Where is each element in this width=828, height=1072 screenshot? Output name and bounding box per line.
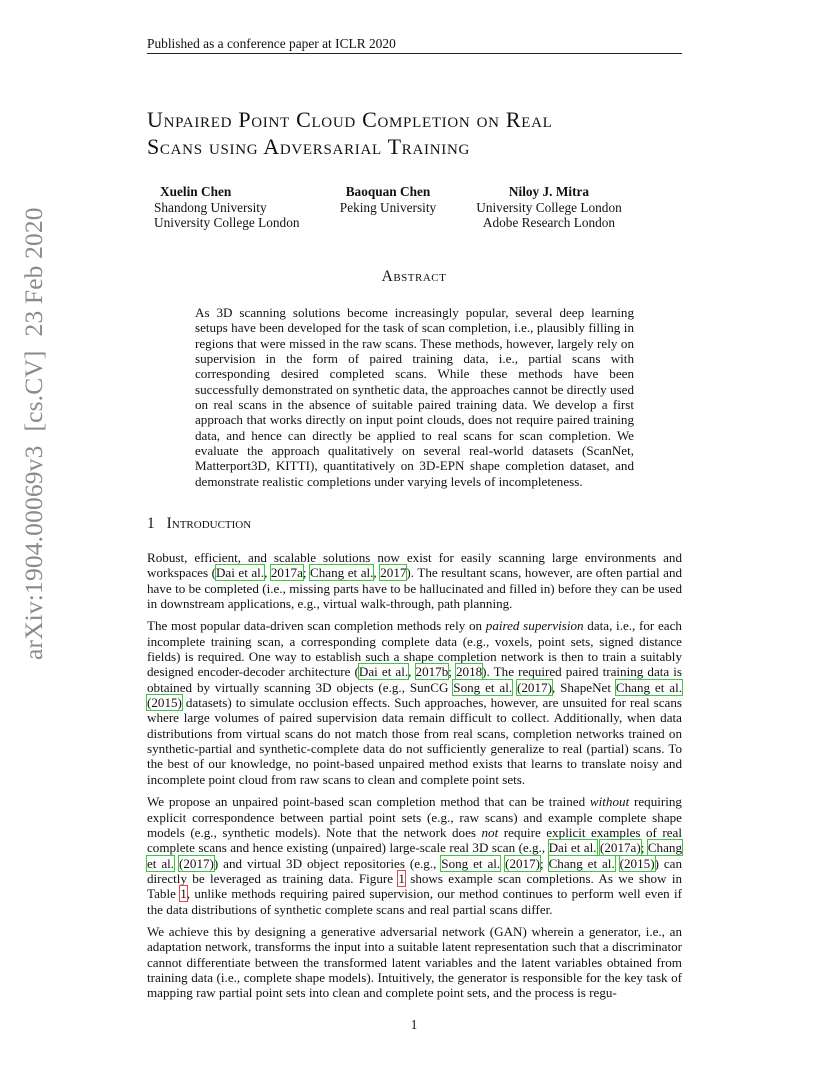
author-name: Baoquan Chen xyxy=(345,184,431,199)
section-number: 1 xyxy=(147,515,155,532)
author-block-2 xyxy=(339,184,437,215)
title-line-1: Unpaired Point Cloud Completion on Real xyxy=(147,107,553,132)
citation-link[interactable]: Chang et al. xyxy=(147,840,682,871)
text-run: , ShapeNet xyxy=(551,679,616,695)
author-affiliation: Shandong University xyxy=(154,199,267,215)
emphasis: not xyxy=(481,824,499,840)
text-run: The most popular data-driven scan completion methods rely on xyxy=(147,618,486,634)
abstract-heading: Abstract xyxy=(381,268,447,285)
citation-link[interactable]: (2017) xyxy=(178,855,214,871)
text-run: , unlike methods requiring paired supervision, our method continues to perform well even if the data distributions of synthetic complete scans and real partial scans differ. xyxy=(147,886,682,917)
text-run: ) and virtual 3D object repositories (e.g., xyxy=(213,855,442,871)
abstract-text: As 3D scanning solutions become increasingly popular, several deep learning setups have been developed for the task of scan completion, i.e., plausibly filling in regions that were missed in the raw scans. These methods, however, largely rely on supervision in the form of paired training data, i.e., partial scans with corresponding desired completed scans. While these methods have been successfully demonstrated on synthetic data, the approaches cannot be directly used on real scans in the absence of suitable paired training data. We develop a first approach that works directly on input point clouds, does not require paired training data, and hence can directly be applied to real scans for scan completion. We evaluate the approach qualitatively on several real-world datasets (ScanNet, Matterport3D, KITTI), quantitatively on 3D-EPN shape completion dataset, and demonstrate realistic completions under varying levels of incompleteness. xyxy=(195,305,634,489)
text-run: Robust, efficient, and scalable solutions now exist for easily scanning large environments and workspaces ( xyxy=(147,550,682,581)
citation-link[interactable]: 2017a xyxy=(270,565,303,581)
citation-link[interactable]: (2017) xyxy=(517,679,552,695)
paragraph-4: We achieve this by designing a generative adversarial network (GAN) wherein a generator, i.e., an adaptation network, transforms the input into a suitable latent representation such that a discriminator cannot differentiate between the transformed latent variables and the latent variables obtained from training data (i.e., complete shape models). Intuitively, the generator is responsible for the key task of mapping raw partial point sets into clean and complete point sets, and the process is regu- xyxy=(147,923,682,1001)
arxiv-category: [cs.CV] xyxy=(19,350,48,432)
text-run: ) can directly be leveraged as training data. Figure xyxy=(147,855,682,886)
citation-link[interactable]: (2015) xyxy=(147,695,182,711)
page-number: 1 xyxy=(410,1017,418,1032)
paragraph-1: Robust, efficient, and scalable solutions now exist for easily scanning large environments and workspaces (Dai et al., 2017a; Chang et al., 2017). The resultant scans, however, are often partial and have to be completed (i.e., missing parts have to be hallucinated and filled in) before they can be used in downstream applications, e.g., virtual walk-through, path planning. xyxy=(147,550,683,612)
paper-title xyxy=(147,106,687,160)
arxiv-id[interactable]: arXiv:1904.00069v3 xyxy=(19,445,48,660)
author-affiliation: University College London xyxy=(476,199,622,215)
citation-link[interactable]: (2017) xyxy=(505,855,541,871)
citation-link[interactable]: Dai et al. xyxy=(358,664,409,680)
arxiv-date: 23 Feb 2020 xyxy=(19,207,48,337)
citation-link[interactable]: 2018 xyxy=(455,664,483,680)
citation-link[interactable]: Chang et al. xyxy=(548,855,615,871)
author-name: Niloy J. Mitra xyxy=(508,184,590,199)
text-run: shows example scan completions. As we show in Table xyxy=(147,870,682,902)
citation-link[interactable]: (2015) xyxy=(619,855,655,871)
text-run: requiring explicit correspondence between partial point sets (e.g., raw scans) and example complete shape models (e.g., synthetic models). Note that the network does xyxy=(147,794,682,840)
arxiv-sidebar-stamp xyxy=(19,193,49,660)
header-rule xyxy=(147,53,682,54)
text-run: ). The required paired training data is obtained by virtually scanning 3D objects (e.g., SunCG xyxy=(147,664,683,695)
citation-link[interactable]: 2017 xyxy=(380,565,407,581)
paragraph-3: We propose an unpaired point-based scan completion method that can be trained without requiring explicit correspondence between partial point sets (e.g., raw scans) and example complete shape models (e.g., synthetic models). Note that the network does not require explicit examples of real complete scans and hence existing (unpaired) large-scale real 3D scan (e.g., Dai et al. (2017a); Chang et al. (2017)) and virtual 3D object repositories (e.g., Song et al. (2017); Chang et al. (2015)) can directly be leveraged as training data. Figure 1 shows example scan completions. As we show in Table 1, unlike methods requiring paired supervision, our method continues to perform well even if the data distributions of synthetic complete scans and real partial scans differ. xyxy=(147,794,683,917)
author-block-1 xyxy=(154,184,300,231)
author-block-3 xyxy=(475,184,623,231)
citation-link[interactable]: Chang et al. xyxy=(310,565,374,581)
paragraph-2: The most popular data-driven scan completion methods rely on paired supervision data, i.e., for each incomplete training scan, a corresponding complete data (e.g., voxels, point sets, signed distance fields) is required. One way to establish such a shape completion network is then to train a suitably designed encoder-decoder architecture (Dai et al., 2017b; 2018). The required paired training data is obtained by virtually scanning 3D objects (e.g., SunCG Song et al. (2017), ShapeNet Chang et al. (2015) datasets) to simulate occlusion effects. Such approaches, however, are unsuited for real scans where large volumes of paired supervision data remain difficult to collect. Additionally, when data distributions from virtual scans do not match those from real scans, completion networks trained on synthetic-partial and synthetic-complete data do not sufficiently generalize to real (partial) scans. To the best of our knowledge, no point-based unpaired method exists that learns to translate noisy and incomplete point cloud from raw scans to clean and complete point sets. xyxy=(147,618,683,787)
section-title: Introduction xyxy=(166,515,252,532)
running-header: Published as a conference paper at ICLR 2020 xyxy=(147,36,396,51)
author-affiliation: University College London xyxy=(154,215,300,230)
citation-link[interactable]: 2017b xyxy=(415,664,449,680)
emphasis: without xyxy=(589,794,630,810)
citation-link[interactable]: (2017a) xyxy=(599,840,641,856)
text-run: ). The resultant scans, however, are often partial and have to be completed (i.e., missing parts have to be hallucinated and filled in) before they can be used in downstream applications, e.g., virtual walk-through, path planning. xyxy=(147,565,683,612)
text-run: We propose an unpaired point-based scan completion method that can be trained xyxy=(147,794,590,810)
section-heading xyxy=(147,515,251,533)
author-affiliation: Peking University xyxy=(339,199,437,215)
text-run: datasets) to simulate occlusion effects. Such approaches, however, are unsuited for real scans where large volumes of paired supervision data remain difficult to collect. Additionally, when data distributions from virtual scans do not match those from real scans, completion networks trained on synthetic-partial and synthetic-complete data do not sufficiently generalize to real (partial) scans. To the best of our knowledge, no point-based unpaired method exists that learns to translate noisy and incomplete point cloud from raw scans to clean and complete point sets. xyxy=(147,695,682,787)
emphasis: paired supervision xyxy=(485,618,584,634)
table-ref-link[interactable]: 1 xyxy=(180,886,187,902)
author-name: Xuelin Chen xyxy=(160,184,232,199)
figure-ref-link[interactable]: 1 xyxy=(398,870,405,886)
citation-link[interactable]: Chang et al. xyxy=(615,679,682,695)
author-affiliation: Adobe Research London xyxy=(482,215,616,230)
title-line-2: Scans using Adversarial Training xyxy=(147,134,471,159)
text-run: data, i.e., for each incomplete training scan, a corresponding complete data (e.g., voxels, point sets, signed distance fields) is required. One way to establish such a shape completion network is then to train a suitably designed encoder-decoder architecture ( xyxy=(147,618,682,680)
body-text xyxy=(147,550,682,1008)
citation-link[interactable]: Dai et al. xyxy=(215,565,265,581)
text-run: ; xyxy=(302,565,311,581)
citation-link[interactable]: Dai et al. xyxy=(548,840,597,856)
text-run: require explicit examples of real complete scans and hence existing (unpaired) large-scale real 3D scan (e.g., xyxy=(147,824,683,856)
citation-link[interactable]: Song et al. xyxy=(441,855,501,871)
citation-link[interactable]: Song et al. xyxy=(453,679,513,695)
